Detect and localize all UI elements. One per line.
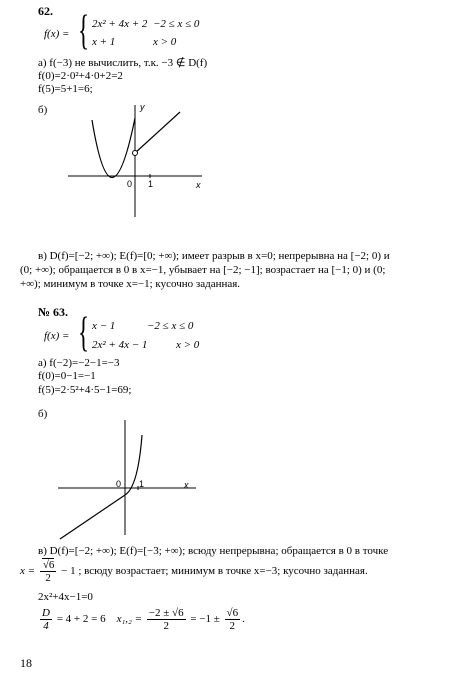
roots-num: −2 ± √6	[148, 607, 184, 619]
brace-63: {	[78, 310, 90, 356]
p63-eq-line: 2x²+4x−1=0	[38, 591, 93, 603]
brace-62: {	[78, 8, 90, 54]
p63-case1-cond: −2 ≤ x ≤ 0	[147, 320, 194, 332]
roots-num2: √6	[226, 607, 239, 619]
zero-label: 0	[116, 479, 122, 489]
roots-label: x₁,₂ =	[116, 613, 143, 626]
p63-case2-expr: 2x² + 4x − 1	[92, 339, 148, 351]
p63-v-fraction	[40, 559, 57, 584]
p62-b-label: б)	[38, 104, 48, 116]
line-segment	[60, 495, 125, 539]
one-label: 1	[139, 479, 145, 489]
roots-fraction	[147, 607, 186, 632]
graph-63	[50, 415, 200, 540]
disc-den: 4	[43, 620, 49, 633]
p63-a-line1: а) f(−2)=−2−1=−3	[38, 357, 120, 369]
p62-case1-cond: −2 ≤ x ≤ 0	[153, 18, 200, 30]
p63-v-x-eq: x =	[20, 565, 36, 578]
roots-end: .	[242, 613, 245, 626]
p63-case2-cond: x > 0	[176, 339, 200, 351]
fraction-den: 2	[45, 572, 51, 585]
parabola-curve	[92, 118, 135, 178]
roots-den: 2	[163, 620, 169, 633]
p62-case1-expr: 2x² + 4x + 2	[92, 18, 148, 30]
problem-63-number: № 63.	[38, 305, 69, 319]
roots-eq: = −1 ±	[190, 613, 220, 626]
page-number: 18	[20, 656, 32, 670]
p62-v-line1: в) D(f)=[−2; +∞); E(f)=[0; +∞); имеет разрыв в x=0; непрерывна на [−2; 0) и	[38, 250, 390, 262]
p62-a-line3: f(5)=5+1=6;	[38, 83, 93, 95]
p63-roots-line	[38, 607, 245, 632]
graph-62	[60, 100, 210, 220]
problem-62-fx: f(x) =	[44, 28, 70, 40]
x-label: x	[196, 180, 201, 190]
p62-a-line2: f(0)=2·0²+4·0+2=2	[38, 70, 123, 82]
y-label: y	[140, 102, 145, 112]
p63-v-line2-rest: − 1 ; всюду возрастает; минимум в точке x=−3; кусочно заданная.	[61, 565, 368, 578]
open-point	[133, 151, 138, 156]
p62-case2-expr: x + 1	[92, 36, 116, 48]
disc-rest: = 4 + 2 = 6	[56, 613, 106, 626]
p63-v-line1: в) D(f)=[−2; +∞); E(f)=[−3; +∞); всюду непрерывна; обращается в 0 в точке	[38, 545, 389, 557]
zero-label: 0	[127, 179, 133, 189]
p62-a-line1: а) f(−3) не вычислить, т.к. −3 ∉ D(f)	[38, 57, 208, 69]
disc-fraction	[40, 607, 52, 632]
p63-b-label: б)	[38, 408, 48, 420]
roots-fraction2	[225, 607, 241, 632]
one-label: 1	[148, 179, 154, 189]
p63-case1-expr: x − 1	[92, 320, 116, 332]
disc-num: D	[42, 607, 50, 619]
p63-a-line2: f(0)=0−1=−1	[38, 370, 96, 382]
roots-den2: 2	[229, 620, 236, 633]
p63-v-line2	[20, 559, 368, 584]
p62-v-line2: (0; +∞); обращается в 0 в x=−1, убывает на [−2; −1]; возрастает на [−1; 0) и (0;	[20, 264, 386, 276]
p62-case2-cond: x > 0	[153, 36, 177, 48]
p63-a-line3: f(5)=2·5²+4·5−1=69;	[38, 384, 132, 396]
sqrt6: √6	[42, 559, 55, 571]
line-segment	[135, 112, 180, 153]
problem-63-fx: f(x) =	[44, 330, 70, 342]
x-label: x	[184, 480, 189, 490]
p62-v-line3: +∞); минимум в точке x=−1; кусочно заданная.	[20, 278, 241, 290]
problem-62-number: 62.	[38, 4, 53, 18]
